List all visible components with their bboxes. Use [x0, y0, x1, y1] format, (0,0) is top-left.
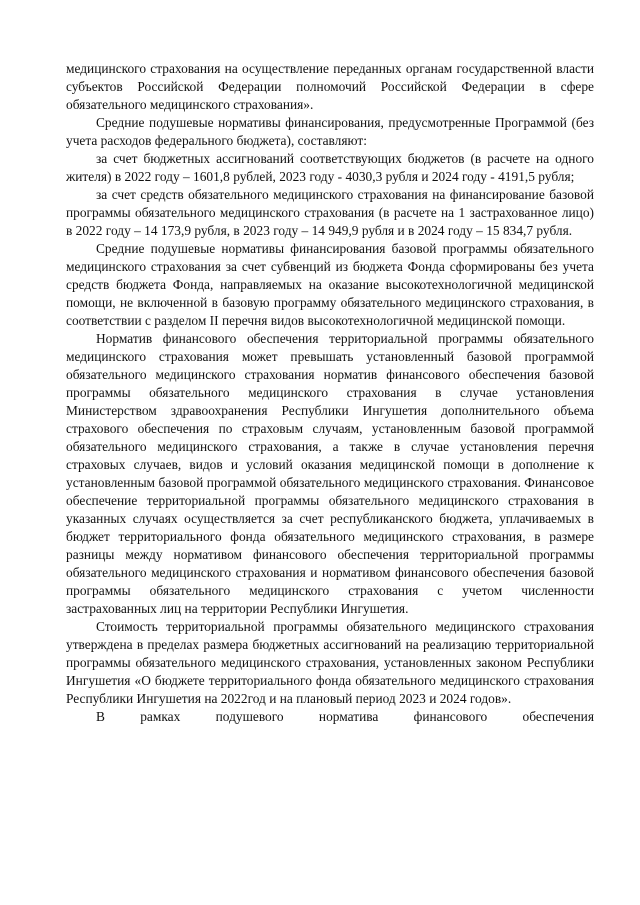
- paragraph-7: Стоимость территориальной программы обязательного медицинского страхования утверждена в пределах размера бюджетных ассигнований на реализацию территориальной программы обязательного медицинского страхования, установленных законом Республики Ингушетия «О бюджете территориального фонда обязательного медицинского страхования Республики Ингушетия на 2022год и на плановый период 2023 и 2024 годов».: [66, 619, 594, 706]
- document-body: [66, 60, 594, 726]
- paragraph-1: медицинского страхования на осуществление переданных органам государственной власти субъектов Российской Федерации полномочий Российской Федерации в сфере обязательного медицинского страхования».: [66, 61, 594, 112]
- paragraph-3: за счет бюджетных ассигнований соответствующих бюджетов (в расчете на одного жителя) в 2022 году – 1601,8 рублей, 2023 году - 4030,3 рубля и 2024 году - 4191,5 рубля;: [66, 151, 594, 184]
- paragraph-4: за счет средств обязательного медицинского страхования на финансирование базовой программы обязательного медицинского страхования (в расчете на 1 застрахованное лицо) в 2022 году – 14 173,9 рубля, в 2023 году – 14 949,9 рубля и в 2024 году – 15 834,7 рубля.: [66, 187, 594, 238]
- paragraph-2: Средние подушевые нормативы финансирования, предусмотренные Программой (без учета расходов федерального бюджета), составляют:: [66, 115, 594, 148]
- paragraph-6: Норматив финансового обеспечения территориальной программы обязательного медицинского страхования может превышать установленный базовой программой обязательного медицинского страхования норматив финансового обеспечения базовой программы обязательного медицинского страхования в случае установления Министерством здравоохранения Республики Ингушетия дополнительного объема страхового обеспечения по страховым случаям, установленным базовой программой обязательного медицинского страхования, а также в случае установления перечня страховых случаев, видов и условий оказания медицинской помощи в дополнение к установленным базовой программой обязательного медицинского страхования. Финансовое обеспечение территориальной программы обязательного медицинского страхования в указанных случаях осуществляется за счет республиканского бюджета, уплачиваемых в бюджет территориального фонда обязательного медицинского страхования, в размере разницы между нормативом финансового обеспечения территориальной программы обязательного медицинского страхования и нормативом финансового обеспечения базовой программы обязательного медицинского страхования с учетом численности застрахованных лиц на территории Республики Ингушетия.: [66, 331, 594, 616]
- paragraph-5: Средние подушевые нормативы финансирования базовой программы обязательного медицинского страхования за счет субвенций из бюджета Фонда сформированы без учета средств бюджета Фонда, направляемых на оказание высокотехнологичной медицинской помощи, не включенной в базовую программу обязательного медицинского страхования, в соответствии с разделом II перечня видов высокотехнологичной медицинской помощи.: [66, 241, 594, 328]
- paragraph-8: В рамках подушевого норматива финансового обеспечения: [96, 709, 594, 724]
